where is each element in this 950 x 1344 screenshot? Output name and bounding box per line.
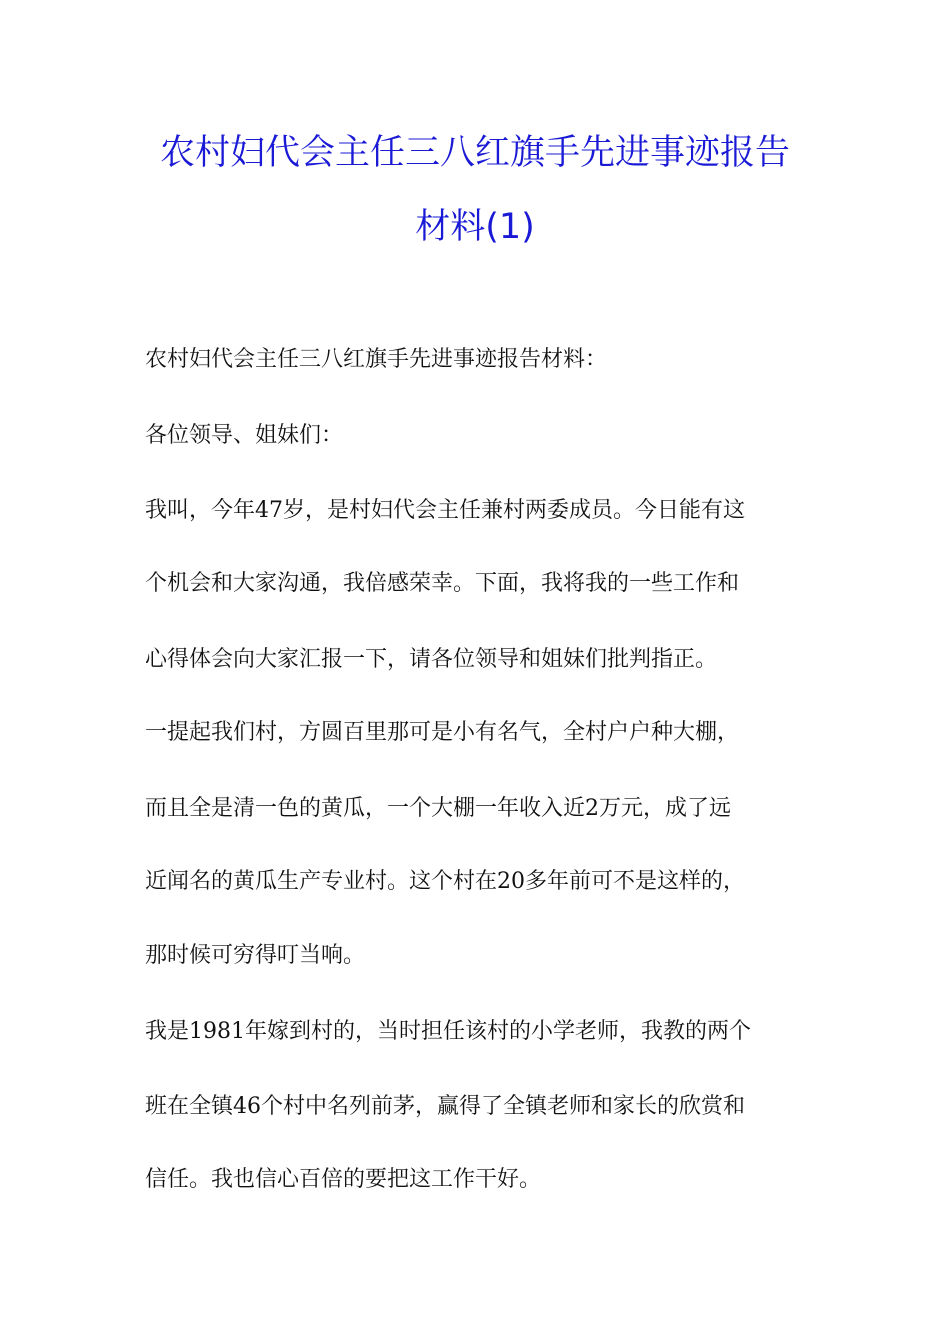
paragraph-2-line-4: 那时候可穷得叮当响。	[145, 943, 366, 968]
paragraph-1-line-1: 我叫，今年47岁，是村妇代会主任兼村两委成员。今日能有这	[145, 498, 745, 523]
document-title-line-2: 材料(1)	[415, 207, 535, 247]
paragraph-2-line-2: 而且全是清一色的黄瓜，一个大棚一年收入近2万元，成了远	[145, 796, 731, 821]
paragraph-1-line-2: 个机会和大家沟通，我倍感荣幸。下面，我将我的一些工作和	[145, 571, 740, 596]
paragraph-3-line-2: 班在全镇46个村中名列前茅，赢得了全镇老师和家长的欣赏和	[145, 1094, 745, 1119]
paragraph-2-line-1: 一提起我们村，方圆百里那可是小有名气，全村户户种大棚，	[145, 720, 740, 745]
paragraph-2-line-3: 近闻名的黄瓜生产专业村。这个村在20多年前可不是这样的，	[145, 869, 745, 894]
paragraph-3-line-3: 信任。我也信心百倍的要把这工作干好。	[145, 1167, 542, 1192]
salutation: 各位领导、姐妹们：	[145, 423, 344, 448]
intro-heading: 农村妇代会主任三八红旗手先进事迹报告材料：	[145, 347, 608, 372]
paragraph-1-line-3: 心得体会向大家汇报一下，请各位领导和姐妹们批判指正。	[145, 647, 718, 672]
document-title-line-1: 农村妇代会主任三八红旗手先进事迹报告	[159, 133, 790, 173]
paragraph-3-line-1: 我是1981年嫁到村的，当时担任该村的小学老师，我教的两个	[145, 1019, 751, 1044]
